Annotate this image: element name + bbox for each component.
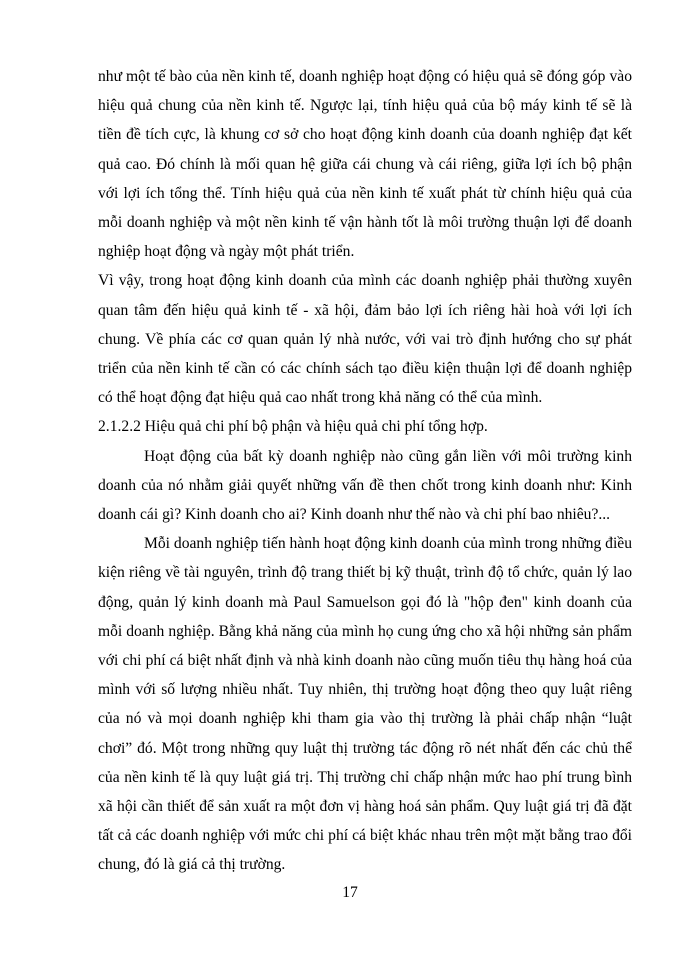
paragraph-value-law: Mỗi doanh nghiệp tiến hành hoạt động kinh doanh của mình trong những điều kiện riêng về tài nguyên, trình độ trang thiết bị kỹ thuật, trình độ tổ chức, quản lý lao động, quản lý kinh doanh mà Paul Samuelson gọi đó là "hộp đen" kinh doanh của mỗi doanh nghiệp. Bằng khả năng của mình họ cung ứng cho xã hội những sản phẩm với chi phí cá biệt nhất định và nhà kinh doanh nào cũng muốn tiêu thụ hàng hoá của mình với số lượng nhiều nhất. Tuy nhiên, thị trường hoạt động theo quy luật riêng của nó và mọi doanh nghiệp khi tham gia vào thị trường là phải chấp nhận “luật chơi” đó. Một trong những quy luật thị trường tác động rõ nét nhất đến các chủ thể của nền kinh tế là quy luật giá trị. Thị trường chỉ chấp nhận mức hao phí trung bình xã hội cần thiết để sản xuất ra một đơn vị hàng hoá sản phẩm. Quy luật giá trị đã đặt tất cả các doanh nghiệp với mức chi phí cá biệt khác nhau trên một mặt bằng trao đổi chung, đó là giá cả thị trường.	[98, 535, 632, 874]
document-body	[98, 62, 632, 880]
paragraph-economic-efficiency: như một tế bào của nền kinh tế, doanh nghiệp hoạt động có hiệu quả sẽ đóng góp vào hiệu quả chung của nền kinh tế. Ngược lại, tính hiệu quả của bộ máy kinh tế sẽ là tiền đề tích cực, là khung cơ sở cho hoạt động kinh doanh của doanh nghiệp đạt kết quả cao. Đó chính là mối quan hệ giữa cái chung và cái riêng, giữa lợi ích bộ phận với lợi ích tổng thể. Tính hiệu quả của nền kinh tế xuất phát từ chính hiệu quả của mỗi doanh nghiệp và một nền kinh tế vận hành tốt là môi trường thuận lợi để doanh nghiệp hoạt động và ngày một phát triển.	[98, 68, 632, 261]
paragraph-business-environment: Hoạt động của bất kỳ doanh nghiệp nào cũng gắn liền với môi trường kinh doanh của nó nhằm giải quyết những vấn đề then chốt trong kinh doanh như: Kinh doanh cái gì? Kinh doanh cho ai? Kinh doanh như thế nào và chi phí bao nhiêu?...	[98, 447, 632, 524]
page-number: 17	[342, 884, 358, 901]
section-heading: 2.1.2.2 Hiệu quả chi phí bộ phận và hiệu quả chi phí tổng hợp.	[98, 418, 488, 436]
paragraph-social-interest: Vì vậy, trong hoạt động kinh doanh của mình các doanh nghiệp phải thường xuyên quan tâm đến hiệu quả kinh tế - xã hội, đảm bảo lợi ích riêng hài hoà với lợi ích chung. Về phía các cơ quan quản lý nhà nước, với vai trò định hướng cho sự phát triển của nền kinh tế cần có các chính sách tạo điều kiện thuận lợi để doanh nghiệp có thể hoạt động đạt hiệu quả cao nhất trong khả năng có thể của mình.	[98, 272, 632, 407]
